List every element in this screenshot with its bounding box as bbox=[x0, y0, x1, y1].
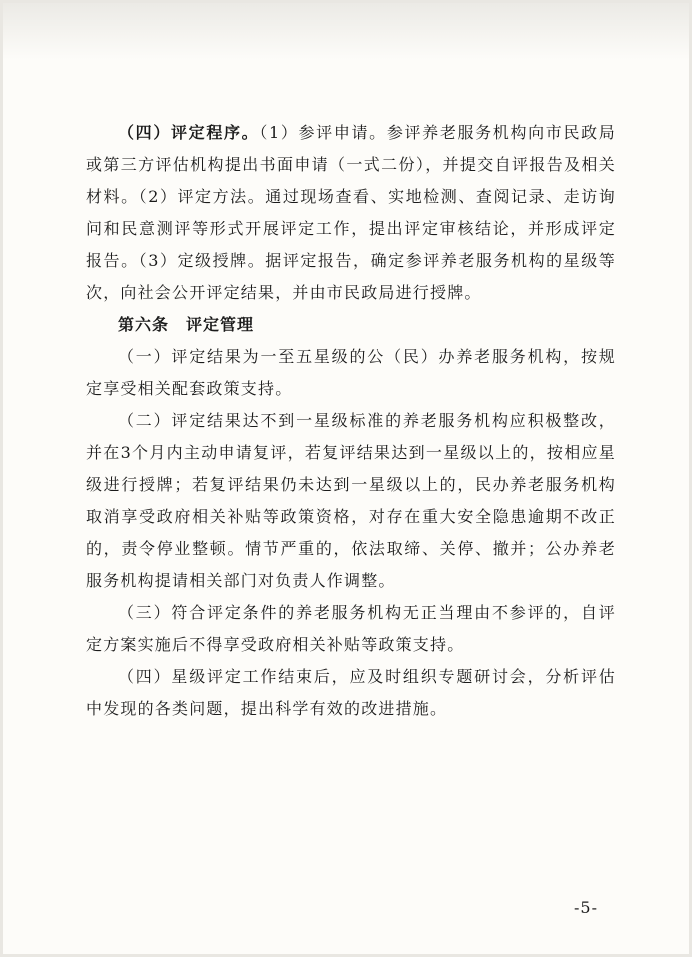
article-heading bbox=[86, 309, 616, 341]
page-number: -5- bbox=[574, 898, 598, 917]
article-heading-text: 第六条 评定管理 bbox=[118, 315, 255, 334]
paragraph-management-4: （四）星级评定工作结束后，应及时组织专题研讨会，分析评估中发现的各类问题，提出科学有效的改进措施。 bbox=[86, 667, 616, 718]
paragraph-evaluation-procedure bbox=[86, 117, 616, 309]
procedure-text: （1）参评申请。参评养老服务机构向市民政局或第三方评估机构提出书面申请（一式二份），并提交自评报告及相关材料。（2）评定方法。通过现场查看、实地检测、查阅记录、走访询问和民意测评等形式开展评定工作，提出评定审核结论，并形成评定报告。（3）定级授牌。据评定报告，确定参评养老服务机构的星级等次，向社会公开评定结果，并由市民政局进行授牌。 bbox=[86, 123, 616, 302]
paragraph-management-1: （一）评定结果为一至五星级的公（民）办养老服务机构，按规定享受相关配套政策支持。 bbox=[86, 347, 616, 398]
paragraph-management-3: （三）符合评定条件的养老服务机构无正当理由不参评的，自评定方案实施后不得享受政府相关补贴等政策支持。 bbox=[86, 603, 616, 654]
scan-shadow bbox=[0, 0, 692, 60]
procedure-label: （四）评定程序。 bbox=[118, 123, 260, 142]
paragraph-management-2: （二）评定结果达不到一星级标准的养老服务机构应积极整改，并在3个月内主动申请复评，若复评结果达到一星级以上的，按相应星级进行授牌；若复评结果仍未达到一星级以上的，民办养老服务机构取消享受政府相关补贴等政策资格，对存在重大安全隐患逾期不改正的，责令停业整顿。情节严重的，依法取缔、关停、撤并；公办养老服务机构提请相关部门对负责人作调整。 bbox=[86, 411, 616, 590]
document-body bbox=[86, 117, 616, 725]
